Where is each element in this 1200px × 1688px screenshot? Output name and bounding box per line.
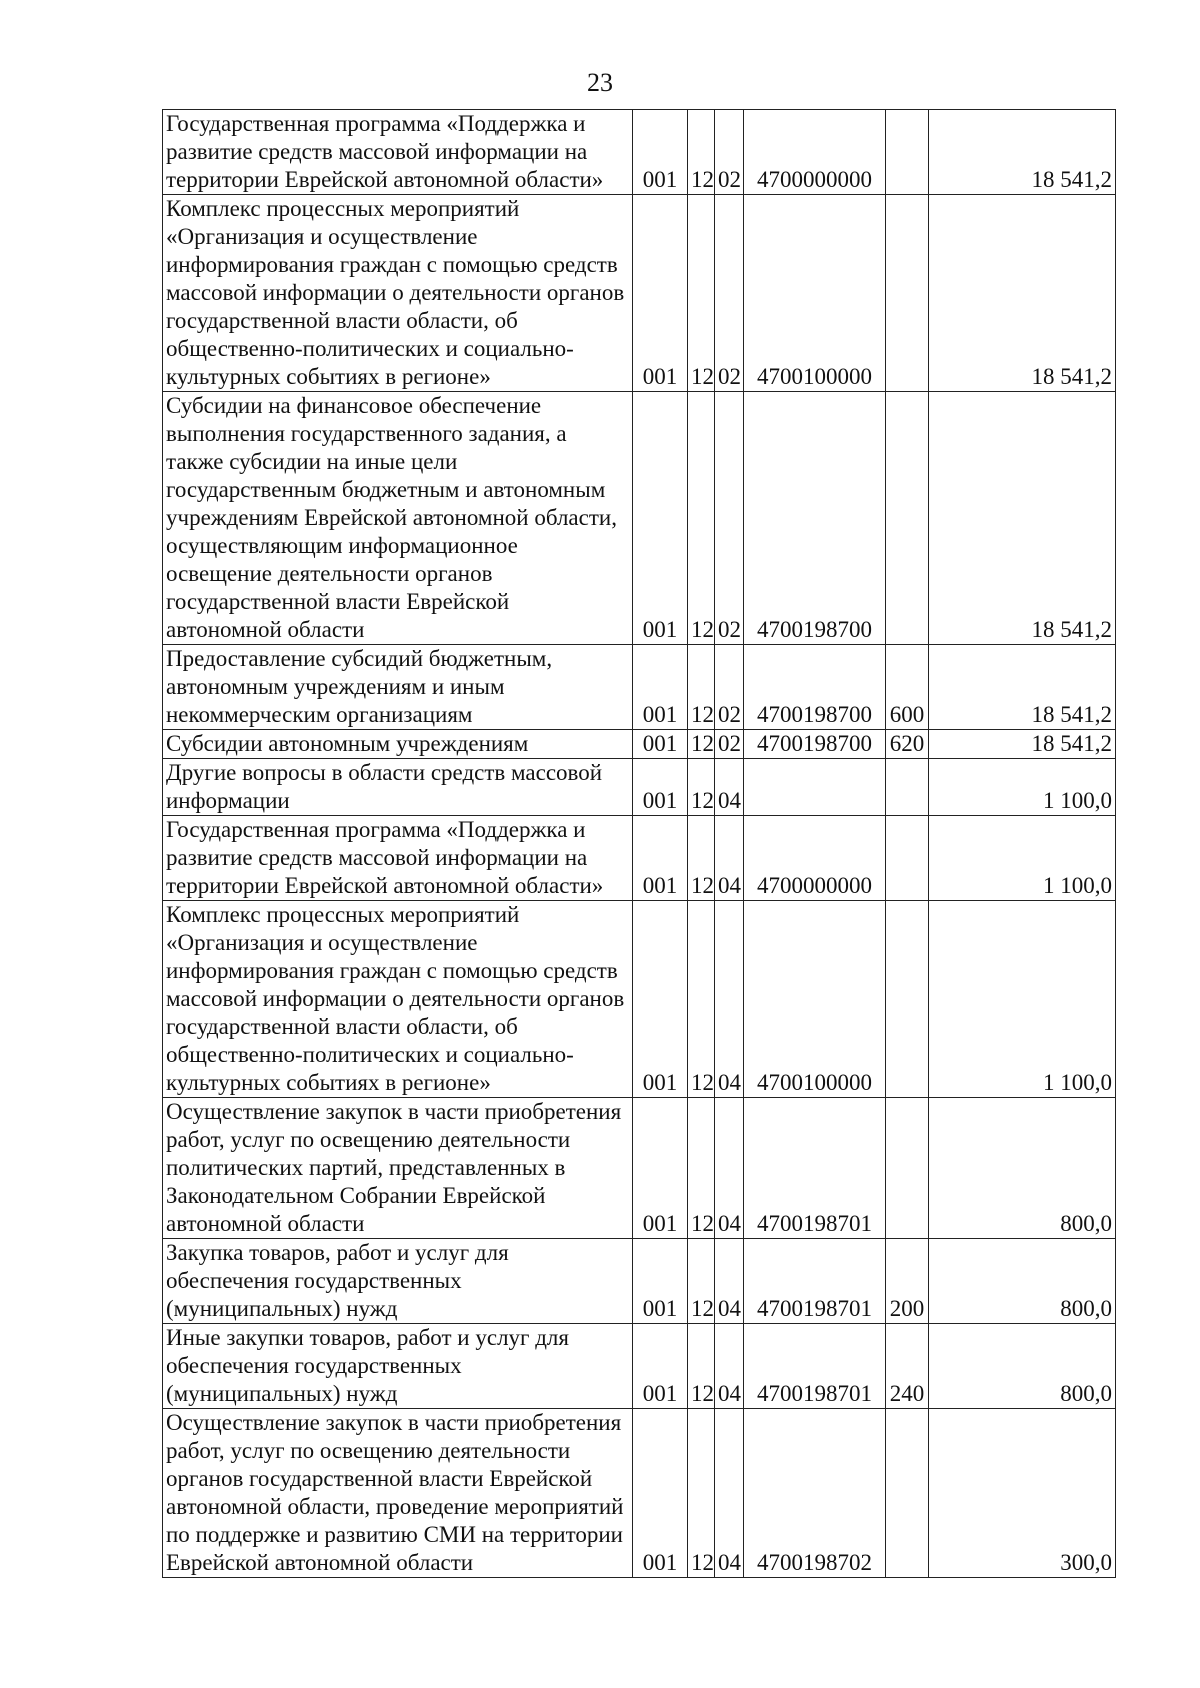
amount-cell: 18 541,2 — [929, 110, 1116, 195]
section-code-cell: 12 — [688, 759, 715, 816]
expense-type-cell — [886, 901, 929, 1098]
ministry-code-cell: 001 — [633, 1324, 688, 1409]
expense-name-cell: Осуществление закупок в части приобретения работ, услуг по освещению деятельности органов государственной власти Еврейской автономной области, проведение мероприятий по поддержке и развитию СМИ на территории Еврейской автономной области — [163, 1409, 633, 1578]
expense-type-cell — [886, 759, 929, 816]
expense-type-cell — [886, 110, 929, 195]
subsection-code-cell: 02 — [715, 392, 744, 645]
subsection-code-cell: 04 — [715, 1409, 744, 1578]
ministry-code-cell: 001 — [633, 759, 688, 816]
subsection-code-cell: 04 — [715, 1098, 744, 1239]
table-row — [163, 816, 1116, 901]
section-code-cell: 12 — [688, 110, 715, 195]
expense-type-cell: 600 — [886, 645, 929, 730]
table-row — [163, 645, 1116, 730]
table-row — [163, 392, 1116, 645]
target-article-cell: 4700198700 — [744, 645, 886, 730]
target-article-cell: 4700000000 — [744, 816, 886, 901]
section-code-cell: 12 — [688, 730, 715, 759]
ministry-code-cell: 001 — [633, 195, 688, 392]
table-row — [163, 1239, 1116, 1324]
section-code-cell: 12 — [688, 645, 715, 730]
ministry-code-cell: 001 — [633, 645, 688, 730]
section-code-cell: 12 — [688, 195, 715, 392]
expense-name-cell: Государственная программа «Поддержка и развитие средств массовой информации на территории Еврейской автономной области» — [163, 816, 633, 901]
table-row — [163, 901, 1116, 1098]
section-code-cell: 12 — [688, 1409, 715, 1578]
amount-cell: 300,0 — [929, 1409, 1116, 1578]
expense-name-cell: Государственная программа «Поддержка и развитие средств массовой информации на территории Еврейской автономной области» — [163, 110, 633, 195]
page-number: 23 — [587, 68, 613, 97]
ministry-code-cell: 001 — [633, 1409, 688, 1578]
expense-type-cell — [886, 1409, 929, 1578]
expense-type-cell — [886, 195, 929, 392]
section-code-cell: 12 — [688, 1239, 715, 1324]
table-row — [163, 1324, 1116, 1409]
amount-cell: 18 541,2 — [929, 392, 1116, 645]
expense-type-cell — [886, 816, 929, 901]
target-article-cell: 4700100000 — [744, 195, 886, 392]
ministry-code-cell: 001 — [633, 901, 688, 1098]
target-article-cell: 4700198700 — [744, 392, 886, 645]
subsection-code-cell: 04 — [715, 1239, 744, 1324]
table-row — [163, 195, 1116, 392]
expense-name-cell: Закупка товаров, работ и услуг для обеспечения государственных (муниципальных) нужд — [163, 1239, 633, 1324]
amount-cell: 800,0 — [929, 1324, 1116, 1409]
expense-name-cell: Субсидии автономным учреждениям — [163, 730, 633, 759]
amount-cell: 1 100,0 — [929, 816, 1116, 901]
target-article-cell: 4700198700 — [744, 730, 886, 759]
section-code-cell: 12 — [688, 1324, 715, 1409]
amount-cell: 18 541,2 — [929, 730, 1116, 759]
expense-name-cell: Другие вопросы в области средств массовой информации — [163, 759, 633, 816]
target-article-cell: 4700100000 — [744, 901, 886, 1098]
target-article-cell: 4700198701 — [744, 1239, 886, 1324]
table-row — [163, 759, 1116, 816]
expense-type-cell: 620 — [886, 730, 929, 759]
amount-cell: 18 541,2 — [929, 645, 1116, 730]
table-row — [163, 110, 1116, 195]
amount-cell: 1 100,0 — [929, 901, 1116, 1098]
expense-name-cell: Осуществление закупок в части приобретения работ, услуг по освещению деятельности политических партий, представленных в Законодательном Собрании Еврейской автономной области — [163, 1098, 633, 1239]
ministry-code-cell: 001 — [633, 730, 688, 759]
section-code-cell: 12 — [688, 1098, 715, 1239]
table-row — [163, 730, 1116, 759]
subsection-code-cell: 02 — [715, 730, 744, 759]
amount-cell: 18 541,2 — [929, 195, 1116, 392]
target-article-cell: 4700198702 — [744, 1409, 886, 1578]
ministry-code-cell: 001 — [633, 1239, 688, 1324]
target-article-cell: 4700000000 — [744, 110, 886, 195]
section-code-cell: 12 — [688, 901, 715, 1098]
section-code-cell: 12 — [688, 816, 715, 901]
amount-cell: 1 100,0 — [929, 759, 1116, 816]
expense-name-cell: Иные закупки товаров, работ и услуг для обеспечения государственных (муниципальных) нужд — [163, 1324, 633, 1409]
subsection-code-cell: 04 — [715, 816, 744, 901]
table-row — [163, 1409, 1116, 1578]
expense-type-cell: 200 — [886, 1239, 929, 1324]
amount-cell: 800,0 — [929, 1098, 1116, 1239]
subsection-code-cell: 04 — [715, 1324, 744, 1409]
budget-table — [162, 109, 1116, 1578]
expense-name-cell: Комплекс процессных мероприятий «Организация и осуществление информирования граждан с помощью средств массовой информации о деятельности органов государственной власти области, об общественно-политических и социально-культурных событиях в регионе» — [163, 901, 633, 1098]
expense-name-cell: Субсидии на финансовое обеспечение выполнения государственного задания, а также субсидии на иные цели государственным бюджетным и автономным учреждениям Еврейской автономной области, осуществляющим информационное освещение деятельности органов государственной власти Еврейской автономной области — [163, 392, 633, 645]
subsection-code-cell: 04 — [715, 901, 744, 1098]
target-article-cell: 4700198701 — [744, 1324, 886, 1409]
expense-type-cell: 240 — [886, 1324, 929, 1409]
ministry-code-cell: 001 — [633, 816, 688, 901]
ministry-code-cell: 001 — [633, 392, 688, 645]
subsection-code-cell: 02 — [715, 110, 744, 195]
expense-name-cell: Предоставление субсидий бюджетным, автономным учреждениям и иным некоммерческим организациям — [163, 645, 633, 730]
ministry-code-cell: 001 — [633, 110, 688, 195]
amount-cell: 800,0 — [929, 1239, 1116, 1324]
subsection-code-cell: 02 — [715, 195, 744, 392]
section-code-cell: 12 — [688, 392, 715, 645]
target-article-cell: 4700198701 — [744, 1098, 886, 1239]
expense-type-cell — [886, 392, 929, 645]
expense-name-cell: Комплекс процессных мероприятий «Организация и осуществление информирования граждан с помощью средств массовой информации о деятельности органов государственной власти области, об общественно-политических и социально-культурных событиях в регионе» — [163, 195, 633, 392]
subsection-code-cell: 04 — [715, 759, 744, 816]
target-article-cell — [744, 759, 886, 816]
table-row — [163, 1098, 1116, 1239]
ministry-code-cell: 001 — [633, 1098, 688, 1239]
budget-table-body — [163, 110, 1116, 1578]
subsection-code-cell: 02 — [715, 645, 744, 730]
expense-type-cell — [886, 1098, 929, 1239]
